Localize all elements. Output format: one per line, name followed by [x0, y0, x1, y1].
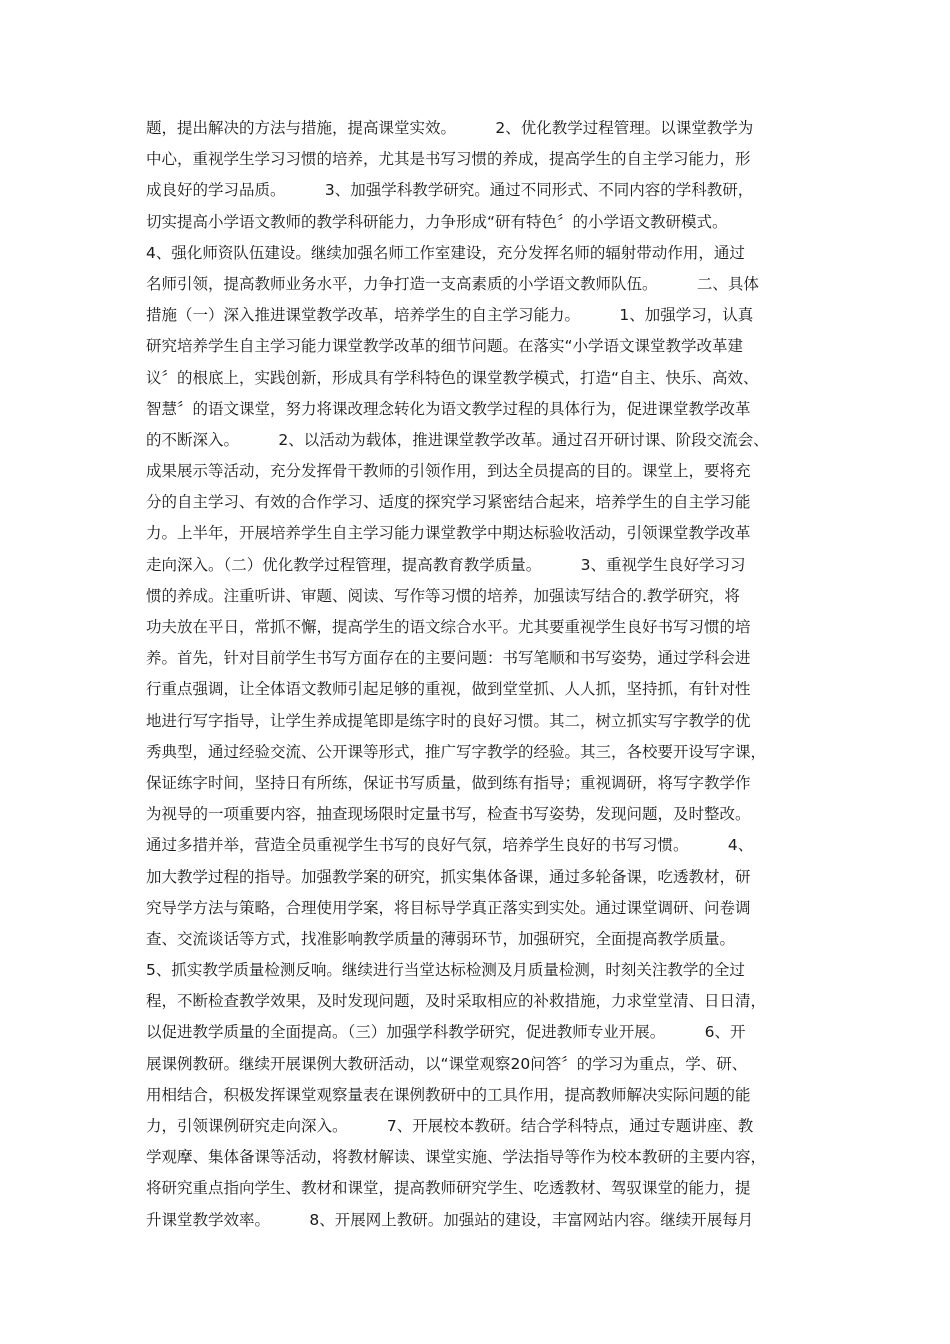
body-text	[146, 113, 816, 1236]
text-line: 中心，重视学生学习习惯的培养，尤其是书写习惯的养成，提高学生的自主学习能力，形	[146, 150, 751, 169]
text-line: 地进行写字指导，让学生养成提笔即是练字时的良好习惯。其二，树立抓实写字教学的优	[146, 711, 751, 730]
text-line: 切实提高小学语文教师的教学科研能力，力争形成“研有特色〞的小学语文教研模式。	[146, 212, 728, 231]
text-line: 用相结合，积极发挥课堂观察量表在课例教研中的工具作用，提高教师解决实际问题的能	[146, 1085, 751, 1104]
text-line: 以促进教学质量的全面提高。（三）加强学科教学研究，促进教师专业开展。 6、开	[146, 1023, 746, 1042]
text-line: 智慧〞的语文课堂，努力将课改理念转化为语文教学过程的具体行为，促进课堂教学改革	[146, 399, 751, 418]
text-line: 力，引领课例研究走向深入。 7、开展校本教研。结合学科特点，通过专题讲座、教	[146, 1117, 754, 1135]
text-line: 通过多措并举，营造全员重视学生书写的良好气氛，培养学生良好的书写习惯。 4、	[146, 836, 754, 855]
text-line: 保证练字时间，坚持日有所练，保证书写质量，做到练有指导；重视调研，将写字教学作	[146, 773, 751, 792]
text-line: 5、抓实教学质量检测反响。继续进行当堂达标检测及月质量检测，时刻关注教学的全过	[146, 961, 745, 980]
text-line: 4、强化师资队伍建设。继续加强名师工作室建设，充分发挥名师的辐射带动作用，通过	[146, 243, 745, 262]
text-line: 究导学方法与策略，合理使用学案，将目标导学真正落实到实处。通过课堂调研、问卷调	[146, 898, 751, 917]
text-line: 学观摩、集体备课等活动，将教材解读、课堂实施、学法指导等作为校本教研的主要内容，	[146, 1148, 767, 1167]
text-line: 功夫放在平日，常抓不懈，提高学生的语文综合水平。尤其要重视学生良好书写习惯的培	[146, 618, 751, 636]
text-line: 查、交流谈话等方式，找准影响教学质量的薄弱环节，加强研究，全面提高教学质量。	[146, 929, 736, 948]
text-line: 题，提出解决的方法与措施，提高课堂实效。 2、优化教学过程管理。以课堂教学为	[146, 119, 754, 137]
text-line: 成良好的学习品质。 3、加强学科教学研究。通过不同形式、不同内容的学科教研，	[146, 181, 754, 200]
text-line: 秀典型，通过经验交流、公开课等形式，推广写字教学的经验。其三，各校要开设写字课，	[146, 742, 767, 761]
text-line: 将研究重点指向学生、教材和课堂，提高教师研究学生、吃透教材、驾驭课堂的能力，提	[146, 1179, 751, 1198]
text-line: 的不断深入。 2、以活动为载体，推进课堂教学改革。通过召开研讨课、阶段交流会、	[146, 430, 769, 449]
text-line: 研究培养学生自主学习能力课堂教学改革的细节问题。在落实“小学语文课堂教学改革建	[146, 337, 744, 356]
text-line: 为视导的一项重要内容，抽查现场限时定量书写，检查书写姿势，发现问题，及时整改。	[146, 805, 751, 824]
text-line: 名师引领，提高教师业务水平，力争打造一支高素质的小学语文教师队伍。 二、具体	[146, 274, 759, 293]
text-line: 养。首先，针对目前学生书写方面存在的主要问题：书写笔顺和书写姿势，通过学科会进	[146, 649, 751, 668]
text-line: 升课堂教学效率。 8、开展网上教研。加强站的建设，丰富网站内容。继续开展每月	[146, 1210, 754, 1229]
text-line: 惯的养成。注重听讲、审题、阅读、写作等习惯的培养，加强读写结合的.教学研究，将	[146, 586, 740, 605]
text-line: 成果展示等活动，充分发挥骨干教师的引领作用，到达全员提高的目的。课堂上，要将充	[146, 462, 751, 481]
text-line: 措施（一）深入推进课堂教学改革，培养学生的自主学习能力。 1、加强学习，认真	[146, 306, 754, 325]
text-line: 行重点强调，让全体语文教师引起足够的重视，做到堂堂抓、人人抓，坚持抓，有针对性	[146, 680, 751, 699]
text-line: 议〞的根底上，实践创新，形成具有学科特色的课堂教学模式，打造“自主、快乐、高效、	[146, 368, 759, 387]
text-line: 展课例教研。继续开展课例大教研活动，以“课堂观察20问答〞的学习为重点，学、研、	[146, 1054, 748, 1073]
text-line: 分的自主学习、有效的合作学习、适度的探究学习紧密结合起来，培养学生的自主学习能	[146, 493, 751, 512]
text-line: 力。上半年，开展培养学生自主学习能力课堂教学中期达标验收活动，引领课堂教学改革	[146, 524, 751, 543]
text-line: 加大教学过程的指导。加强教学案的研究，抓实集体备课，通过多轮备课，吃透教材，研	[146, 867, 751, 886]
text-line: 走向深入。（二）优化教学过程管理，提高教育教学质量。 3、重视学生良好学习习	[146, 555, 746, 574]
text-line: 程，不断检查教学效果，及时发现问题，及时采取相应的补救措施，力求堂堂清、日日清，	[146, 992, 767, 1011]
